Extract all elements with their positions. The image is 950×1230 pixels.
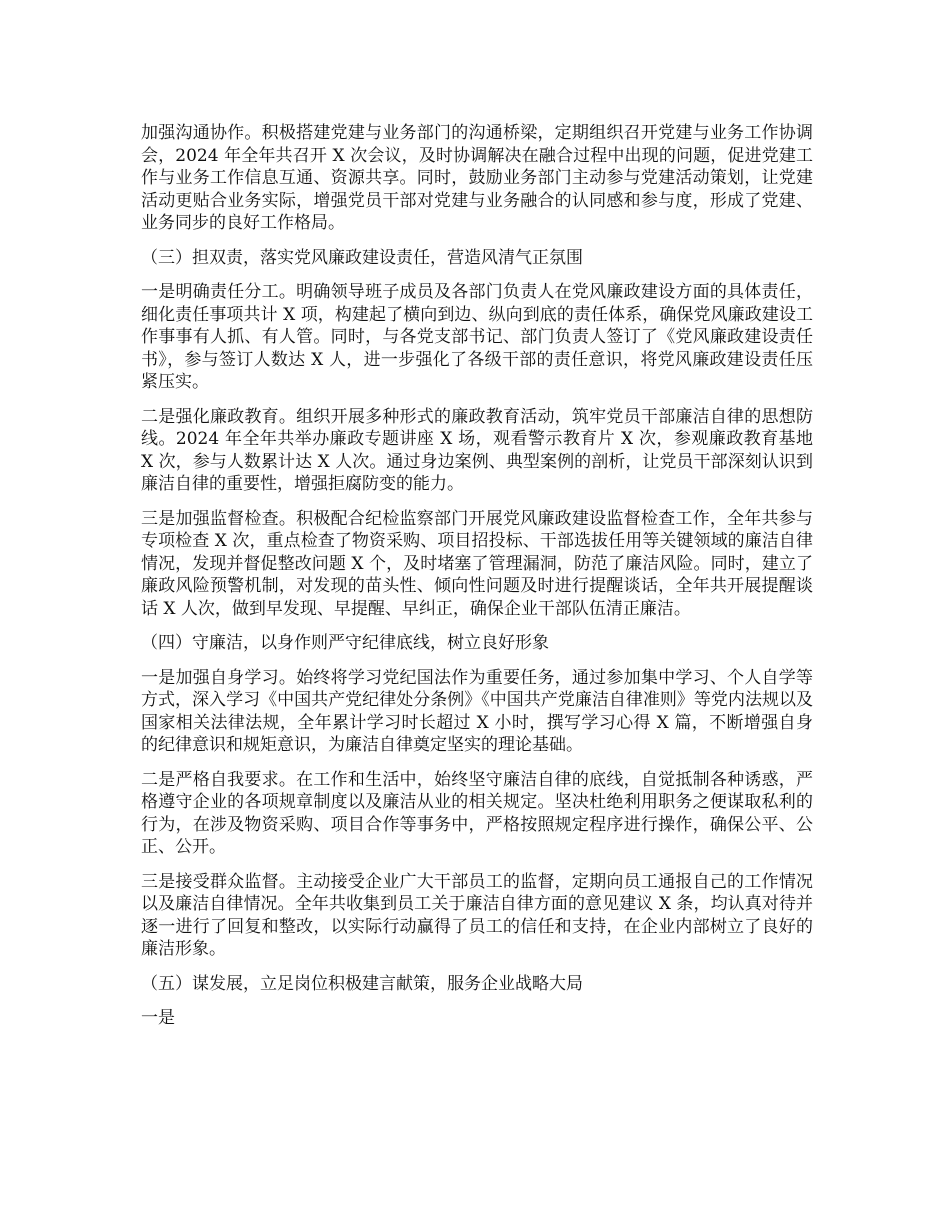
section-heading-5: （五）谋发展，立足岗位积极建言献策，服务企业战略大局 bbox=[141, 973, 583, 994]
paragraph-self-study: 一是加强自身学习。始终将学习党纪国法作为重要任务，通过参加集中学习、个人自学等方式，深入学习《中国共产党纪律处分条例》《中国共产党廉洁自律准则》等党内法规以及国家相关法律法规，全年累计学习时长超过 X 小时，撰写学习心得 X 篇，不断增强自身的纪律意识和规矩意识，为廉洁自律奠定坚实的理论基础。 bbox=[141, 667, 813, 755]
section-heading-4: （四）守廉洁，以身作则严守纪律底线，树立良好形象 bbox=[141, 633, 549, 653]
paragraph-truncated-start: 一是 bbox=[141, 1008, 175, 1028]
paragraph-communication-coordination: 加强沟通协作。积极搭建党建与业务部门的沟通桥梁，定期组织召开党建与业务工作协调会，2024 年全年共召开 X 次会议，及时协调解决在融合过程中出现的问题，促进党建工作与业务工作信息互通、资源共享。同时，鼓励业务部门主动参与党建活动策划，让党建活动更贴合业务实际，增强党员干部对党建与业务融合的认同感和参与度，形成了党建、业务同步的良好工作格局。 bbox=[141, 123, 813, 233]
paragraph-supervision-inspection: 三是加强监督检查。积极配合纪检监察部门开展党风廉政建设监督检查工作，全年共参与专项检查 X 次，重点检查了物资采购、项目招投标、干部选拔任用等关键领域的廉洁自律情况，发现并督促整改问题 X 个，及时堵塞了管理漏洞，防范了廉洁风险。同时，建立了廉政风险预警机制，对发现的苗头性、倾向性问题及时进行提醒谈话，全年共开展提醒谈话 X 人次，做到早发现、早提醒、早纠正，确保企业干部队伍清正廉洁。 bbox=[141, 508, 813, 619]
paragraph-integrity-education: 二是强化廉政教育。组织开展多种形式的廉政教育活动，筑牢党员干部廉洁自律的思想防线。2024 年全年共举办廉政专题讲座 X 场，观看警示教育片 X 次，参观廉政教育基地 X 次，参与人数累计达 X 人次。通过身边案例、典型案例的剖析，让党员干部深刻认识到廉洁自律的重要性，增强拒腐防变的能力。 bbox=[141, 406, 813, 494]
paragraph-self-discipline: 二是严格自我要求。在工作和生活中，始终坚守廉洁自律的底线，自觉抵制各种诱惑，严格遵守企业的各项规章制度以及廉洁从业的相关规定。坚决杜绝利用职务之便谋取私利的行为，在涉及物资采购、项目合作等事务中，严格按照规定程序进行操作，确保公平、公正、公开。 bbox=[141, 769, 813, 857]
paragraph-public-supervision: 三是接受群众监督。主动接受企业广大干部员工的监督，定期向员工通报自己的工作情况以及廉洁自律情况。全年共收集到员工关于廉洁自律方面的意见建议 X 条，均认真对待并逐一进行了回复和整改，以实际行动赢得了员工的信任和支持，在企业内部树立了良好的廉洁形象。 bbox=[141, 871, 813, 959]
document-page bbox=[141, 122, 813, 1042]
paragraph-responsibility-division: 一是明确责任分工。明确领导班子成员及各部门负责人在党风廉政建设方面的具体责任，细化责任事项共计 X 项，构建起了横向到边、纵向到底的责任体系，确保党风廉政建设工作事事有人抓、有人管。同时，与各党支部书记、部门负责人签订了《党风廉政建设责任书》，参与签订人数达 X 人，进一步强化了各级干部的责任意识，将党风廉政建设责任压紧压实。 bbox=[141, 282, 813, 392]
section-heading-3: （三）担双责，落实党风廉政建设责任，营造风清气正氛围 bbox=[141, 247, 583, 268]
